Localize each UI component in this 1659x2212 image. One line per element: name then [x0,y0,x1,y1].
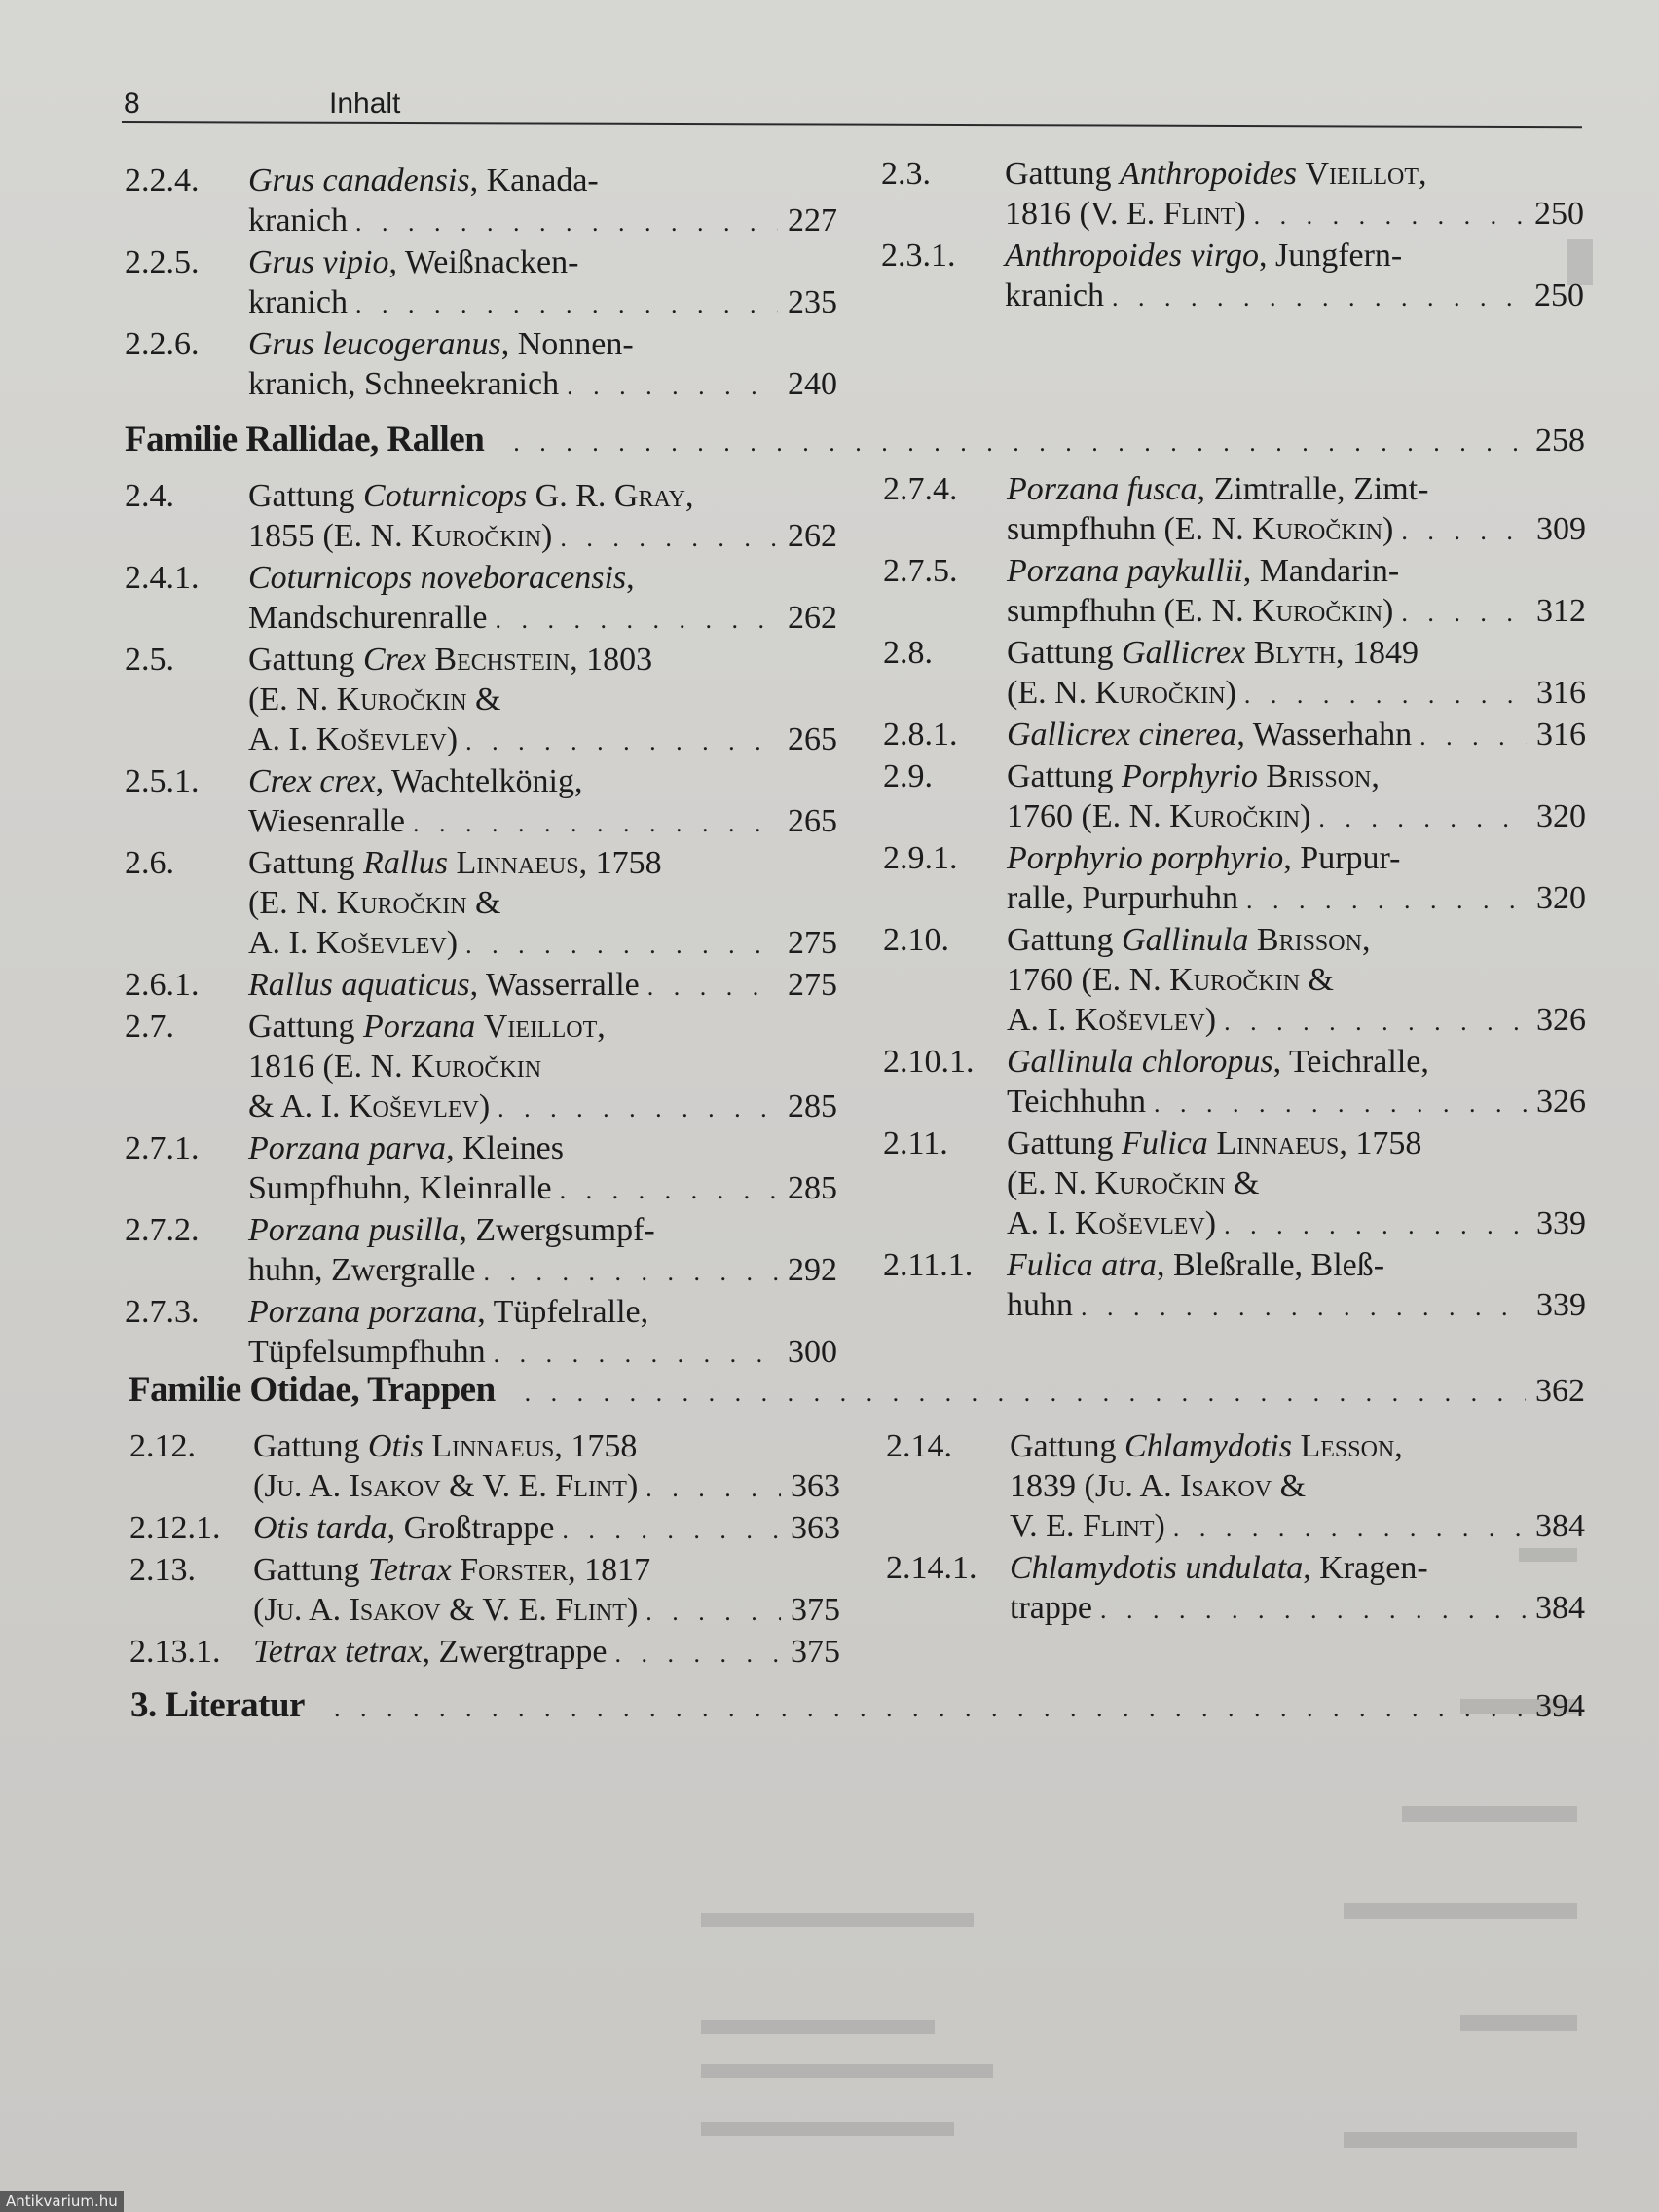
entry-line [1010,1426,1585,1466]
entry-text: Gattung Fulica Linnaeus, 1758 [1007,1125,1422,1161]
family-title: Familie Rallidae, Rallen [125,420,485,460]
entry-text: Crex crex, Wachtelkönig, [248,763,583,799]
section-number: 2.3. [881,156,931,192]
section-number: 2.10.1. [883,1044,975,1080]
entry-line [248,761,837,801]
page-ref: 375 [791,1634,840,1670]
entry-line [248,1168,837,1210]
section-number: 2.5. [125,642,174,678]
entry-text: (Ju. A. Isakov & V. E. Flint) [253,1468,639,1504]
page-ref: 316 [1536,717,1586,753]
entry-text: huhn [1007,1287,1073,1323]
entry-text: Chlamydotis undulata, Kragen- [1010,1550,1428,1586]
dot-leader [490,1088,778,1128]
toc-entry[interactable] [125,965,837,1007]
entry-line [1007,920,1586,960]
toc-entry[interactable] [129,1550,840,1632]
family-title: Familie Otidae, Trappen [129,1370,496,1410]
toc-entry[interactable] [125,761,837,843]
toc-column-rallidae-left [125,476,837,1374]
entry-text: sumpfhuhn (E. N. Kuročkin) [1007,593,1394,629]
dot-leader [1165,1508,1526,1548]
entry-line [248,883,837,923]
entry-line [248,1087,837,1128]
toc-column-top-right [881,154,1584,317]
entry-line [1007,796,1586,838]
dot-leader [1238,880,1527,920]
section-number: 2.7.5. [883,553,958,589]
entry-line [248,476,837,516]
entry-line [248,1250,837,1292]
entry-line [1007,715,1586,756]
dot-leader [1393,593,1527,633]
entry-text: Gattung Gallinula Brisson, [1007,922,1371,958]
dot-leader [458,721,778,761]
entry-line [248,242,837,282]
toc-entry[interactable] [125,476,837,558]
entry-text: Gattung Anthropoides Vieillot, [1005,156,1427,192]
entry-line [1007,1245,1586,1285]
entry-text: Porzana porzana, Tüpfelralle, [248,1294,649,1330]
entry-line [1007,633,1586,673]
toc-column-otidae-right [886,1426,1585,1630]
dot-leader [554,1510,781,1550]
entry-line [248,801,837,843]
entry-line [1007,1163,1586,1203]
entry-line [248,1007,837,1047]
section-number: 2.12. [129,1428,196,1464]
section-number: 2.11.1. [883,1247,974,1283]
entry-line [248,282,837,324]
entry-line [248,1332,837,1374]
dot-leader [1146,1084,1527,1124]
entry-text: Gallinula chloropus, Teichralle, [1007,1044,1429,1080]
entry-text: Porzana pusilla, Zwergsumpf- [248,1212,655,1248]
page-ref: 227 [788,203,837,239]
toc-entry[interactable] [125,161,837,242]
entry-text: 1816 (V. E. Flint) [1005,196,1246,232]
dot-leader [1393,511,1527,551]
page-ref: 265 [788,803,837,839]
entry-text: Gattung Rallus Linnaeus, 1758 [248,845,662,881]
entry-line [248,1210,837,1250]
entry-text: Gattung Chlamydotis Lesson, [1010,1428,1403,1464]
page-ref: 339 [1536,1287,1586,1323]
section-number: 2.7.4. [883,471,958,507]
toc-entry[interactable] [125,324,837,406]
page-ref: 285 [788,1170,837,1206]
section-number: 2.7.3. [125,1294,200,1330]
entry-text: huhn, Zwergralle [248,1252,476,1288]
entry-text: A. I. Koševlev) [248,721,459,757]
dot-leader [1104,277,1525,317]
page-ref: 250 [1534,277,1584,313]
entry-line [248,558,837,598]
entry-text: Porzana paykullii, Mandarin- [1007,553,1400,589]
entry-line [1007,1082,1586,1124]
entry-text: V. E. Flint) [1010,1508,1165,1544]
toc-entry[interactable] [883,838,1586,920]
entry-line [1005,194,1584,236]
entry-text: Gattung Porphyrio Brisson, [1007,758,1380,794]
entry-line [1007,673,1586,715]
entry-line [248,364,837,406]
toc-entry[interactable] [125,1128,837,1210]
toc-entry[interactable] [883,633,1586,715]
entry-line [253,1466,840,1508]
section-number: 2.7.2. [125,1212,200,1248]
section-number: 2.8.1. [883,717,958,753]
entry-line [1007,756,1586,796]
entry-line [1007,551,1586,591]
entry-text: (E. N. Kuročkin & [248,885,501,921]
entry-text: Gattung Coturnicops G. R. Gray, [248,478,694,514]
entry-text: (Ju. A. Isakov & V. E. Flint) [253,1592,639,1628]
entry-text: Grus leucogeranus, Nonnen- [248,326,634,362]
entry-text: Porphyrio porphyrio, Purpur- [1007,840,1401,876]
entry-text: Gattung Crex Bechstein, 1803 [248,642,653,678]
entry-line [1007,1285,1586,1327]
toc-entry[interactable] [883,551,1586,633]
page-ref: 384 [1535,1508,1585,1544]
entry-line [248,680,837,719]
dot-leader [552,1170,778,1210]
entry-line [1007,878,1586,920]
dot-leader [1310,798,1527,838]
section-number: 2.10. [883,922,949,958]
page-ref: 326 [1536,1002,1586,1038]
entry-line [1007,960,1586,1000]
page-ref: 258 [1535,423,1585,459]
entry-text: (E. N. Kuročkin & [248,682,501,718]
dot-leader [638,1468,781,1508]
entry-text: A. I. Koševlev) [248,925,459,961]
entry-text: kranich [248,203,348,239]
entry-line [1007,1042,1586,1082]
page-ref: 285 [788,1088,837,1124]
entry-text: Gattung Otis Linnaeus, 1758 [253,1428,638,1464]
entry-line [248,640,837,680]
dot-leader [476,1252,778,1292]
section-number: 2.2.5. [125,244,200,280]
entry-line [248,965,837,1007]
entry-line [253,1508,840,1550]
toc-entry[interactable] [883,715,1586,756]
page-ref: 275 [788,925,837,961]
entry-text: kranich, Schneekranich [248,366,560,402]
entry-line [1007,1000,1586,1042]
entry-line [248,923,837,965]
entry-line [1007,1203,1586,1245]
entry-text: Gattung Porzana Vieillot, [248,1009,606,1045]
toc-column-otidae-left [129,1426,840,1674]
entry-line [248,1292,837,1332]
toc-entry[interactable] [881,236,1584,317]
page-ref: 394 [1535,1688,1585,1724]
entry-text: kranich [1005,277,1104,313]
entry-line [253,1632,840,1674]
dot-leader [608,1634,781,1674]
literature-heading[interactable] [130,1684,1585,1730]
section-number: 2.5.1. [125,763,200,799]
page-ref: 316 [1536,675,1586,711]
watermark: Antikvarium.hu [0,2191,124,2212]
dot-leader [1092,1590,1526,1630]
page-ref: 262 [788,600,837,636]
dot-leader [552,518,778,558]
toc-entry[interactable] [883,920,1586,1042]
entry-line [248,516,837,558]
entry-line [1007,509,1586,551]
toc-entry[interactable] [883,756,1586,838]
toc-entry[interactable] [125,843,837,965]
toc-entry[interactable] [125,242,837,324]
dot-leader [640,967,778,1007]
dot-leader [1246,196,1525,236]
literature-title: 3. Literatur [130,1685,305,1725]
dot-leader [486,1334,778,1374]
dot-leader [458,925,778,965]
dot-leader [559,366,778,406]
entry-text: trappe [1010,1590,1092,1626]
toc-entry[interactable] [883,469,1586,551]
dot-leader [348,284,778,324]
entry-line [248,843,837,883]
page-ref: 275 [788,967,837,1003]
entry-line [1007,838,1586,878]
family-heading-rallidae[interactable] [125,419,1585,464]
toc-entry[interactable] [129,1632,840,1674]
entry-text: Mandschurenralle [248,600,488,636]
family-heading-otidae[interactable] [129,1369,1585,1415]
page-ref: 326 [1536,1084,1586,1120]
toc-entry[interactable] [125,640,837,761]
entry-line [248,201,837,242]
dot-leader [1073,1287,1527,1327]
entry-line [248,719,837,761]
entry-text: Sumpfhuhn, Kleinralle [248,1170,552,1206]
entry-line [253,1426,840,1466]
dot-leader [405,803,778,843]
entry-text: Gattung Gallicrex Blyth, 1849 [1007,635,1419,671]
entry-text: Gattung Tetrax Forster, 1817 [253,1552,651,1588]
section-number: 2.4. [125,478,174,514]
section-number: 2.6.1. [125,967,200,1003]
dot-leader [326,1687,1526,1730]
page-ref: 262 [788,518,837,554]
dot-leader [348,203,778,242]
entry-line [248,1047,837,1087]
entry-line [248,598,837,640]
section-number: 2.3.1. [881,238,956,274]
entry-text: sumpfhuhn (E. N. Kuročkin) [1007,511,1394,547]
entry-text: Grus vipio, Weißnacken- [248,244,579,280]
entry-text: (E. N. Kuročkin) [1007,675,1236,711]
page-ref: 250 [1534,196,1584,232]
entry-text: 1816 (E. N. Kuročkin [248,1049,542,1085]
entry-text: Fulica atra, Bleßralle, Bleß- [1007,1247,1385,1283]
entry-line [1005,276,1584,317]
page-number: 8 [124,88,140,120]
entry-text: Coturnicops noveboracensis, [248,560,635,596]
entry-text: ralle, Purpurhuhn [1007,880,1238,916]
entry-text: Tüpfelsumpfhuhn [248,1334,486,1370]
toc-entry[interactable] [886,1426,1585,1548]
dot-leader [1412,717,1527,756]
toc-entry[interactable] [125,558,837,640]
toc-entry[interactable] [883,1042,1586,1124]
entry-text: kranich [248,284,348,320]
entry-text: Otis tarda, Großtrappe [253,1510,555,1546]
page-ref: 312 [1536,593,1586,629]
entry-line [1010,1588,1585,1630]
page-ref: 384 [1535,1590,1585,1626]
toc-entry[interactable] [883,1124,1586,1245]
entry-line [253,1590,840,1632]
page-ref: 320 [1536,880,1586,916]
toc-column-rallidae-right [883,469,1586,1327]
dot-leader [638,1592,781,1632]
entry-line [248,324,837,364]
dot-leader [1216,1002,1527,1042]
section-number: 2.4.1. [125,560,200,596]
toc-entry[interactable] [881,154,1584,236]
entry-text: 1760 (E. N. Kuročkin & [1007,962,1334,998]
toc-entry[interactable] [886,1548,1585,1630]
dot-leader [517,1372,1526,1415]
page-ref: 363 [791,1468,840,1504]
entry-text: Grus canadensis, Kanada- [248,163,599,199]
page-ref: 339 [1536,1205,1586,1241]
entry-line [1005,236,1584,276]
toc-entry[interactable] [125,1292,837,1374]
section-number: 2.13. [129,1552,196,1588]
section-number: 2.8. [883,635,933,671]
section-number: 2.14.1. [886,1550,977,1586]
page-ref: 235 [788,284,837,320]
entry-line [253,1550,840,1590]
entry-line [1007,591,1586,633]
toc-column-top-left [125,161,837,406]
entry-text: & A. I. Koševlev) [248,1088,491,1124]
page-ref: 362 [1535,1373,1585,1409]
page-ref: 320 [1536,798,1586,834]
page-ref: 375 [791,1592,840,1628]
section-number: 2.11. [883,1125,948,1161]
running-head: Inhalt [329,88,401,120]
entry-text: 1760 (E. N. Kuročkin) [1007,798,1311,834]
section-number: 2.2.6. [125,326,200,362]
entry-line [1005,154,1584,194]
dot-leader [487,600,778,640]
entry-text: Porzana parva, Kleines [248,1130,564,1166]
entry-line [1007,469,1586,509]
dot-leader [1236,675,1527,715]
entry-text: A. I. Koševlev) [1007,1002,1217,1038]
entry-line [1007,1124,1586,1163]
page-ref: 309 [1536,511,1586,547]
entry-text: (E. N. Kuročkin & [1007,1165,1260,1201]
page-ref: 240 [788,366,837,402]
page-ref: 363 [791,1510,840,1546]
entry-line [1010,1548,1585,1588]
header-rule [122,121,1582,128]
page-ref: 292 [788,1252,837,1288]
entry-line [248,1128,837,1168]
section-number: 2.6. [125,845,174,881]
entry-text: 1855 (E. N. Kuročkin) [248,518,553,554]
section-number: 2.13.1. [129,1634,221,1670]
section-number: 2.2.4. [125,163,200,199]
toc-entry[interactable] [125,1007,837,1128]
entry-text: Rallus aquaticus, Wasserralle [248,967,640,1003]
entry-line [1010,1506,1585,1548]
dot-leader [505,422,1526,464]
entry-text: Wiesenralle [248,803,405,839]
toc-entry[interactable] [883,1245,1586,1327]
section-number: 2.7.1. [125,1130,200,1166]
dot-leader [1216,1205,1527,1245]
section-number: 2.9. [883,758,933,794]
entry-text: Teichhuhn [1007,1084,1147,1120]
entry-text: Porzana fusca, Zimtralle, Zimt- [1007,471,1429,507]
section-number: 2.7. [125,1009,174,1045]
entry-text: 1839 (Ju. A. Isakov & [1010,1468,1307,1504]
toc-entry[interactable] [129,1426,840,1508]
entry-line [1010,1466,1585,1506]
section-number: 2.9.1. [883,840,958,876]
section-number: 2.14. [886,1428,952,1464]
page-ref: 300 [788,1334,837,1370]
toc-entry[interactable] [129,1508,840,1550]
entry-text: A. I. Koševlev) [1007,1205,1217,1241]
section-number: 2.12.1. [129,1510,221,1546]
entry-text: Gallicrex cinerea, Wasserhahn [1007,717,1413,753]
page-ref: 265 [788,721,837,757]
entry-text: Tetrax tetrax, Zwergtrappe [253,1634,608,1670]
entry-line [248,161,837,201]
entry-text: Anthropoides virgo, Jungfern- [1005,238,1403,274]
toc-entry[interactable] [125,1210,837,1292]
